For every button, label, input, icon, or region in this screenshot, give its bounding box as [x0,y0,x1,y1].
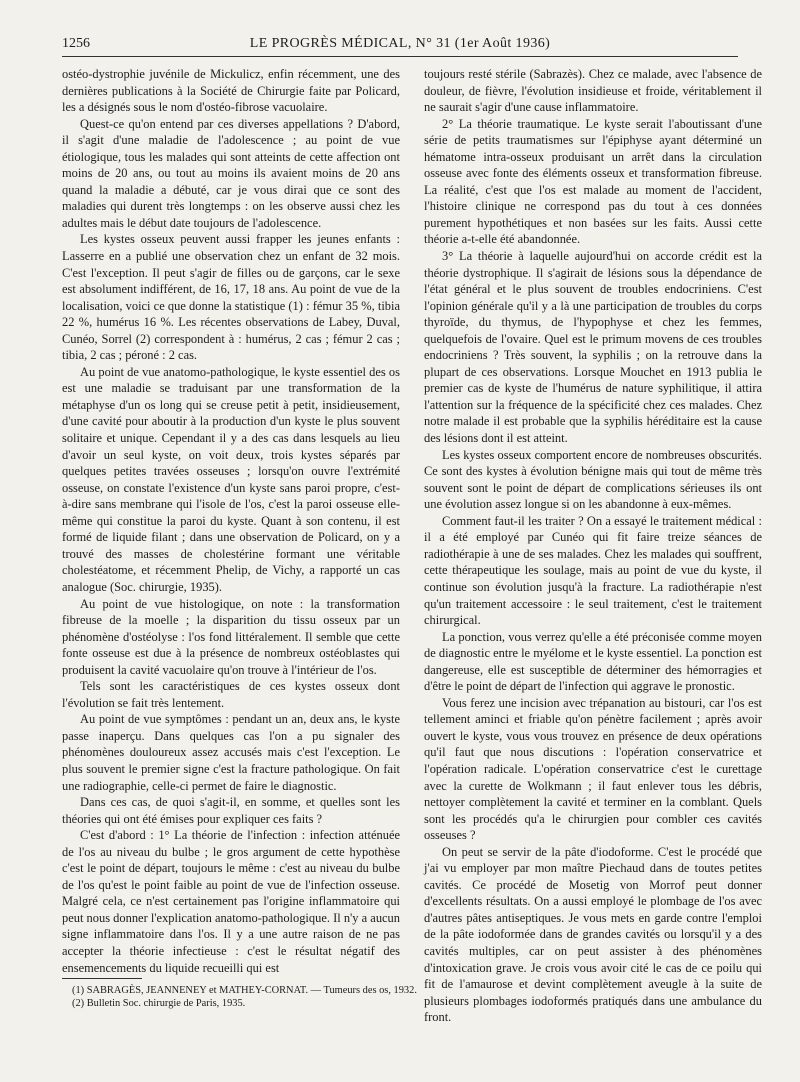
paragraph: Comment faut-il les traiter ? On a essayé le traitement médical : il a été employé par Cunéo qui fit faire treize séances de radiothérapie à une de ses malades. Chez les malades qui souffrent, cette thérapeutique les soulage, mais au point de vue du kyste, il continue son évolution jusqu'à la fracture. La radiothérapie n'est qu'un traitement accessoire : le seul traitement, c'est le traitement chirurgical. [424,513,762,628]
paragraph: Les kystes osseux peuvent aussi frapper les jeunes enfants : Lasserre en a publié une observation chez un enfant de 32 mois. C'est l'exception. Il peut s'agir de filles ou de garçons, car le sexe est absolument indifférent, de 16, 17, 18 ans. Au point de vue de la localisation, voici ce que donne la statistique (1) : fémur 35 %, tibia 22 %, humérus 16 %. Les récentes observations de Labey, Duval, Cunéo, Sorrel (2) correspondent à : humérus, 2 cas ; fémur 2 cas ; tibia, 2 cas ; péroné : 2 cas. [62,232,400,363]
paragraph: Les kystes osseux comportent encore de nombreuses obscurités. Ce sont des kystes à évolution bénigne mais qui tout de même très souvent sont le point de départ de complications sérieuses ils ont une évolution assez longue si on les abandonne à eux-mêmes. [424,447,762,512]
paragraph: Quest-ce qu'on entend par ces diverses appellations ? D'abord, il s'agit d'une maladie de l'adolescence ; au point de vue étiologique, tous les malades qui sont atteints de cette affection ont moins de 20 ans, ou tout au moins ils avaient moins de 20 ans quand la maladie a débuté, car je vous dirai que ce sont des maladies qui durent très longtemps : on les observe aussi chez les adultes mais le début date toujours de l'adolescence. [62,116,400,230]
footnote: (2) Bulletin Soc. chirurgie de Paris, 1935. [72,998,246,1009]
paragraph: On peut se servir de la pâte d'iodoforme. C'est le procédé que j'ai vu employer par mon maître Piechaud dans de toutes petites cavités. Ce procédé de Mosetig von Morrof peut donner d'excellents résultats. On a aussi employé le plombage de l'os avec d'autres pâtes antiseptiques. Je vous mets en garde contre l'emploi de la pâte iodoformée dans de grandes cavités ou lorsqu'il y a des cavités multiples, car on peut assister à des phénomènes d'intoxication grave. Je crois vous avoir cité le cas de ce poilu qui fit de l'amaurose et devint complètement aveugle à la suite de plusieurs plombages iodoformés pratiqués dans une ambulance du front. [424,844,762,1025]
paragraph: 3° La théorie à laquelle aujourd'hui on accorde crédit est la théorie dystrophique. Il s'agirait de lésions sous la dépendance de l'état général et le plus souvent de troubles endocriniens. C'est l'opinion générale qu'il y a là une participation de troubles du corps thyroïde, du thymus, de l'hypophyse et chez les femmes, quelquefois de l'ovaire. Quel est le primum movens de ces troubles endocriniens ? Très souvent, la syphilis ; on la retrouve dans la plupart de ces observations. Lorsque Mouchet en 1913 publia le premier cas de kyste de l'humérus de nature syphilitique, il attira l'attention sur la fréquence de la spécificité chez ces malades. Chez notre malade il est probable que la syphilis héréditaire est la cause des lésions dont il est atteint. [424,249,762,446]
footnote: (1) SABRAGÈS, JEANNENEY et MATHEY-CORNAT. — Tumeurs des os, 1932. [72,985,417,996]
paragraph: ostéo-dystrophie juvénile de Mickulicz, enfin récemment, une des dernières publications à la Société de Chirurgie faite par Policard, les a désignés sous le nom d'ostéo-fibrose vacuolaire. [62,67,400,115]
footnote-rule [62,978,142,979]
right-column [424,66,762,1026]
paragraph: toujours resté stérile (Sabrazès). Chez ce malade, avec l'absence de douleur, de fièvre, l'évolution insidieuse et froide, véritablement il ne saurait s'agir d'une cause inflammatoire. [424,67,762,115]
page-number: 1256 [62,36,90,51]
paragraph: Au point de vue anatomo-pathologique, le kyste essentiel des os est une maladie se traduisant par une transformation de la métaphyse d'un os long qui se creuse petit à petit, insidieusement, d'une cavité pour aboutir à la production d'un kyste le plus souvent solitaire et unique. Cependant il y a des cas dans lesquels au lieu d'avoir un seul kyste, on voit deux, trois kystes séparés par quelques petites travées osseuses ; lorsqu'on ouvre l'extrémité osseuse, on constate l'existence d'un kyste sans paroi propre, c'est-à-dire sans membrane qui l'isole de l'os, c'est la paroi osseuse elle-même qui constitue la paroi du kyste. Quant à son contenu, il est formé de liquide filant ; dans une observation de Policard, on y a trouvé des masses de cholestérine formant une véritable cholestéatome, et récemment Phelip, de Vichy, a rapporté un cas analogue (Soc. chirurgie, 1935). [62,364,400,594]
journal-title: LE PROGRÈS MÉDICAL, N° 31 (1er Août 1936) [249,36,551,51]
paragraph: Vous ferez une incision avec trépanation au bistouri, car l'os est tellement aminci et friable qu'on pénètre facilement ; après avoir ouvert le kyste, vous vous trouvez en présence de deux opérations qu'il faut que nous discutions : l'opération conservatrice et l'opération radicale. L'opération conservatrice c'est le curettage avec la curette de Wolkmann ; il faut enlever tous les débris, nettoyer complètement la cavité et terminer en la comblant. Quels sont les procédés qu'a le chirurgien pour combler ces cavités osseuses ? [424,695,762,843]
paragraph: Dans ces cas, de quoi s'agit-il, en somme, et quelles sont les théories qui ont été émises pour expliquer ces faits ? [62,795,400,826]
paragraph: 2° La théorie traumatique. Le kyste serait l'aboutissant d'une série de petits traumatismes sur l'épiphyse ayant déterminé un hématome intra-osseux produisant un arrêt dans la circulation osseuse avec fonte des éléments osseux et transformation fibreuse. La réalité, c'est que l'os est malade au moment de l'accident, l'histoire clinique ne correspond pas du tout à ces données purement hypothétiques et non basées sur les faits. Aussi cette théorie a-t-elle été abandonnée. [424,116,762,247]
paragraph: Tels sont les caractéristiques de ces kystes osseux dont l'évolution se fait très lentement. [62,679,400,710]
paragraph: C'est d'abord : 1° La théorie de l'infection : infection atténuée de l'os au niveau du bulbe ; le gros argument de cette hypothèse c'est le point de départ, toujours le même : c'est au niveau du bulbe de l'os qu'est le point faible au point de vue de l'infection osseuse. Malgré cela, ce n'est certainement pas l'origine inflammatoire qui peut nous donner l'explication anatomo-pathologique. Il n'y a aucun signe inflammatoire dans l'os. Il y a une autre raison de ne pas accepter la théorie infectieuse : c'est le résultat négatif des ensemencements du liquide recueilli qui est [62,828,400,975]
footnotes [62,984,417,1010]
running-header [62,34,738,57]
paragraph: La ponction, vous verrez qu'elle a été préconisée comme moyen de diagnostic entre le myélome et le kyste essentiel. La ponction est dangereuse, elle est susceptible de déterminer des hémorragies et d'être le point de départ de l'infection qui aggrave le pronostic. [424,629,762,694]
paragraph: Au point de vue histologique, on note : la transformation fibreuse de la moelle ; la disparition du tissu osseux par un phénomène d'ostéolyse : l'os fond littéralement. Il semble que cette fonte osseuse est due à la présence de nombreux ostéoblastes qui produisent la cavité vacuolaire qu'on trouve à l'intérieur de l'os. [62,596,400,677]
paragraph: Au point de vue symptômes : pendant un an, deux ans, le kyste passe inaperçu. Dans quelques cas l'on a pu signaler des phénomènes douloureux assez accusés mais c'est l'exception. Le plus souvent le premier signe c'est la fracture pathologique. On fait une radiographie, celle-ci permet de faire le diagnostic. [62,712,400,793]
left-column [62,66,400,976]
